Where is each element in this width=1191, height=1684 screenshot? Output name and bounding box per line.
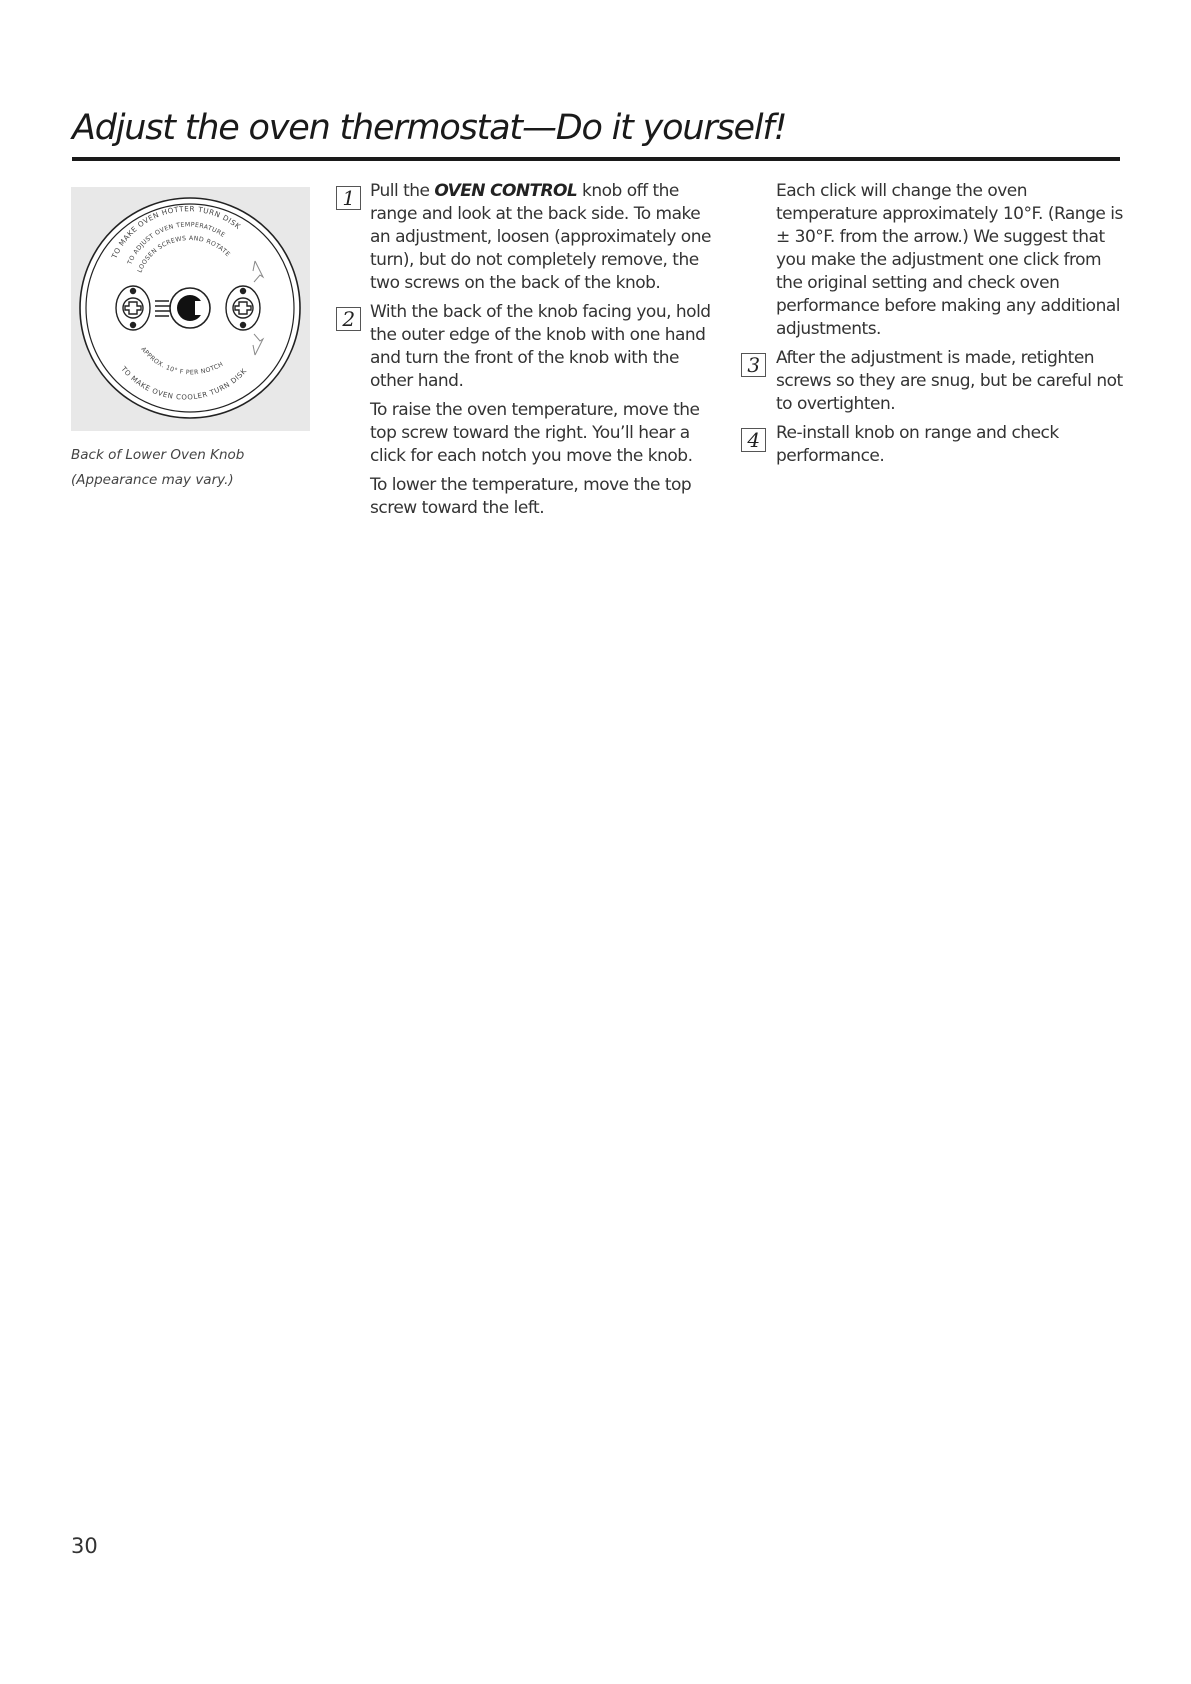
step-3 [747, 347, 1131, 416]
right-screw [226, 286, 260, 330]
step-1-text-after: knob off the range and look at the back side. To make an adjustment, loosen (approximately one turn), but do not completely remove, the two screws on the back of the knob. [370, 181, 711, 293]
step-1-text-before: Pull the [370, 181, 435, 201]
step-number-box: 1 [336, 186, 361, 210]
step-1 [342, 180, 725, 295]
step-2-text: With the back of the knob facing you, hold the outer edge of the knob with one hand and turn the front of the knob with the other hand. [370, 302, 711, 391]
step-3-text: After the adjustment is made, retighten screws so they are snug, but be careful not to overtighten. [776, 348, 1123, 414]
caption-line-2: (Appearance may vary.) [71, 472, 234, 488]
title-rule [72, 157, 1120, 161]
step-4-text: Re-install knob on range and check performance. [776, 423, 1059, 466]
lower-temperature-text: To lower the temperature, move the top screw toward the left. [370, 475, 692, 518]
knob-text-notch: APPROX. 10° F PER NOTCH [139, 345, 225, 377]
step-number-box: 2 [336, 307, 361, 331]
page-title: Adjust the oven thermostat—Do it yourself! [72, 108, 787, 148]
knob-text-hotter: TO MAKE OVEN HOTTER TURN DISK [109, 204, 243, 260]
step-number-box: 3 [741, 353, 766, 377]
instructions-column-1 [342, 180, 725, 526]
step-number-box: 4 [741, 428, 766, 452]
knob-text-cooler: TO MAKE OVEN COOLER TURN DISK [119, 365, 249, 402]
knob-text-loosen: LOOSEN SCREWS AND ROTATE [136, 235, 232, 274]
page-number: 30 [71, 1534, 98, 1558]
oven-control-emphasis: OVEN CONTROL [434, 181, 578, 201]
instructions-column-2 [747, 180, 1131, 474]
left-screw [116, 286, 150, 330]
knob-text-adjust: TO ADJUST OVEN TEMPERATURE [126, 221, 227, 266]
click-info-text: Each click will change the oven temperature approximately 10°F. (Range is ± 30°F. from the arrow.) We suggest that you make the adjustment one click from the original setting and check oven performance before making any additional adjustments. [776, 181, 1123, 339]
knob-illustration [71, 187, 310, 431]
raise-temperature-text: To raise the oven temperature, move the top screw toward the right. You’ll hear a click for each notch you move the knob. [370, 400, 700, 466]
caption-line-1: Back of Lower Oven Knob [71, 447, 245, 463]
step-2 [342, 301, 725, 393]
step-4 [747, 422, 1131, 468]
figure-caption [71, 443, 311, 493]
